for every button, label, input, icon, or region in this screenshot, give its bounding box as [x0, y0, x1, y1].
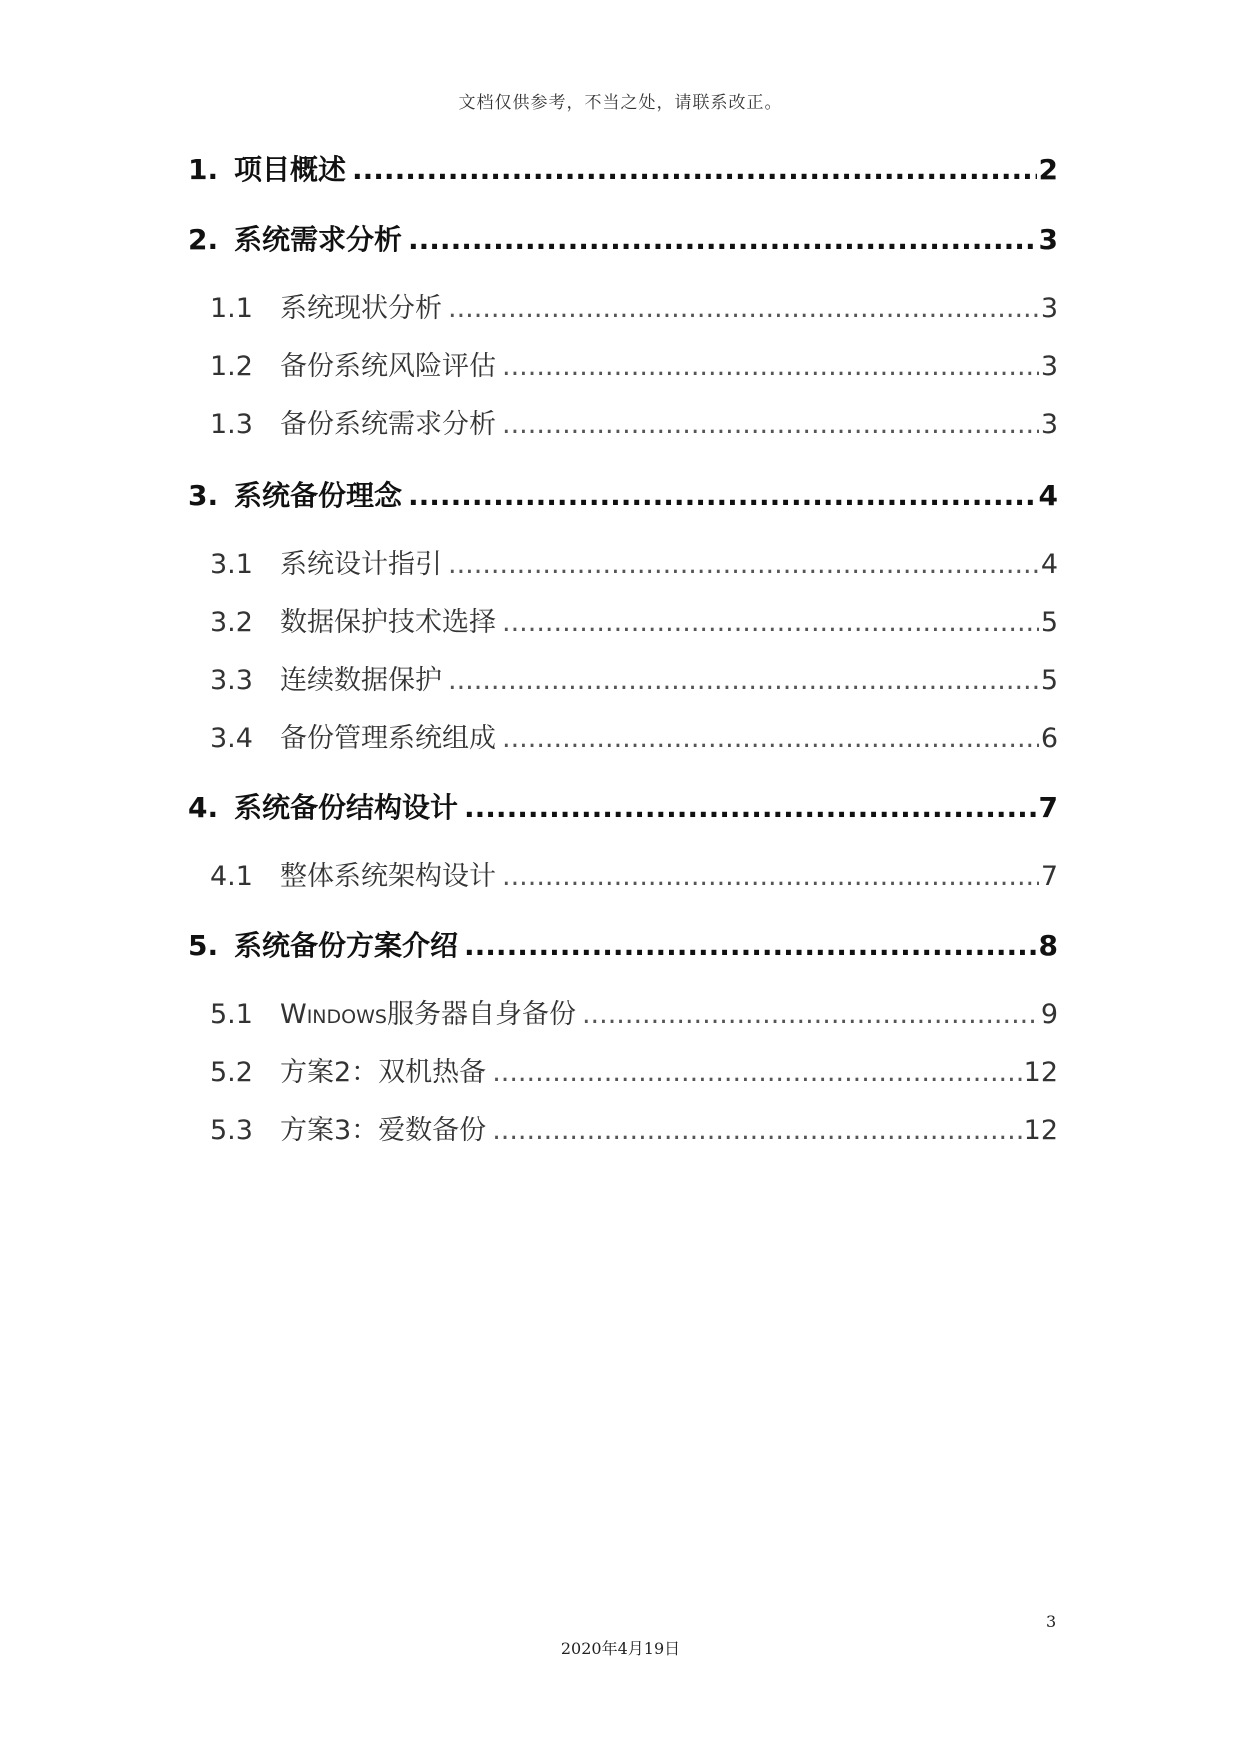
toc-entry-1-2[interactable] — [188, 344, 1058, 383]
toc-dot-leader — [464, 929, 1037, 962]
toc-dot-leader — [352, 153, 1037, 186]
toc-entry-5-3[interactable] — [188, 1108, 1058, 1147]
page-header: 文档仅供参考，不当之处，请联系改正。 — [458, 93, 783, 113]
toc-entry-number: 3. — [188, 479, 219, 512]
toc-entry-3-3[interactable] — [188, 658, 1058, 697]
toc-entry-page: 2 — [1038, 153, 1058, 186]
toc-dot-leader — [492, 1115, 1021, 1146]
toc-entry-title: 系统备份方案介绍 — [234, 929, 459, 962]
toc-entry-page: 7 — [1038, 791, 1058, 824]
toc-entry-number: 1.1 — [210, 293, 253, 324]
toc-entry-page: 8 — [1038, 929, 1058, 962]
toc-entry-number: 1. — [188, 153, 219, 186]
toc-entry-title: 数据保护技术选择 — [280, 607, 496, 638]
page-number: 3 — [1046, 1612, 1057, 1631]
toc-entry-title: 连续数据保护 — [280, 665, 442, 696]
toc-entry-5-1[interactable] — [188, 992, 1058, 1031]
toc-entry-title: 系统备份理念 — [234, 479, 403, 512]
toc-dot-leader — [408, 479, 1037, 512]
toc-entry-title: 系统设计指引 — [280, 549, 442, 580]
toc-entry-title: 系统备份结构设计 — [234, 791, 459, 824]
toc-dot-leader — [464, 791, 1037, 824]
toc-entry-page: 3 — [1040, 409, 1058, 440]
toc-entry-page: 9 — [1040, 999, 1058, 1030]
toc-entry-page: 3 — [1040, 293, 1058, 324]
toc-dot-leader — [408, 223, 1037, 256]
page-date: 2020年4月19日 — [560, 1639, 681, 1658]
toc-entry-number: 2. — [188, 223, 219, 256]
toc-entry-1-3[interactable] — [188, 402, 1058, 441]
toc-dot-leader — [502, 723, 1039, 754]
toc-entry-3-2[interactable] — [188, 600, 1058, 639]
toc-entry-page: 12 — [1023, 1115, 1058, 1146]
toc-entry-title — [280, 992, 580, 1031]
toc-entry-3[interactable] — [188, 474, 1058, 514]
toc-entry-title: 备份系统需求分析 — [280, 409, 496, 440]
toc-dot-leader — [448, 549, 1039, 580]
toc-dot-leader — [448, 665, 1039, 696]
toc-entry-number: 4. — [188, 791, 219, 824]
toc-dot-leader — [582, 999, 1039, 1030]
toc-entry-page: 5 — [1040, 607, 1058, 638]
toc-entry-page: 6 — [1040, 723, 1058, 754]
toc-dot-leader — [492, 1057, 1021, 1088]
toc-dot-leader — [502, 351, 1039, 382]
toc-entry-number: 4.1 — [210, 861, 253, 892]
toc-entry-number: 3.1 — [210, 549, 253, 580]
toc-entry-title: 方案2：双机热备 — [280, 1057, 487, 1088]
toc-entry-3-4[interactable] — [188, 716, 1058, 755]
toc-entry-1-1[interactable] — [188, 286, 1058, 325]
toc-entry-title-rest: 服务器自身备份 — [386, 999, 576, 1030]
toc-entry-page: 7 — [1040, 861, 1058, 892]
toc-entry-title: 项目概述 — [234, 153, 347, 186]
toc-entry-number: 3.3 — [210, 665, 253, 696]
toc-entry-4[interactable] — [188, 786, 1058, 826]
toc-entry-5-2[interactable] — [188, 1050, 1058, 1089]
toc-entry-page: 4 — [1040, 549, 1058, 580]
toc-entry-title: 系统现状分析 — [280, 293, 442, 324]
toc-entry-title-prefix: Windows — [280, 999, 387, 1030]
toc-dot-leader — [502, 607, 1039, 638]
toc-entry-number: 3.2 — [210, 607, 253, 638]
toc-entry-number: 1.2 — [210, 351, 253, 382]
toc-entry-page: 12 — [1023, 1057, 1058, 1088]
toc-entry-number: 1.3 — [210, 409, 253, 440]
toc-entry-4-1[interactable] — [188, 854, 1058, 893]
toc-entry-number: 3.4 — [210, 723, 253, 754]
toc-entry-1[interactable] — [188, 148, 1058, 188]
toc-entry-title: 方案3：爱数备份 — [280, 1115, 487, 1146]
toc-entry-page: 3 — [1040, 351, 1058, 382]
toc-entry-2[interactable] — [188, 218, 1058, 258]
toc-entry-title: 备份管理系统组成 — [280, 723, 496, 754]
toc-entry-number: 5.3 — [210, 1115, 253, 1146]
toc-entry-page: 3 — [1038, 223, 1058, 256]
toc-entry-title: 备份系统风险评估 — [280, 351, 496, 382]
toc-entry-5[interactable] — [188, 924, 1058, 964]
toc-entry-3-1[interactable] — [188, 542, 1058, 581]
toc-entry-number: 5. — [188, 929, 219, 962]
toc-dot-leader — [448, 293, 1039, 324]
toc-dot-leader — [502, 409, 1039, 440]
toc-entry-title: 整体系统架构设计 — [280, 861, 496, 892]
toc-dot-leader — [502, 861, 1039, 892]
toc-entry-number: 5.2 — [210, 1057, 253, 1088]
toc-entry-number: 5.1 — [210, 999, 253, 1030]
toc-entry-title: 系统需求分析 — [234, 223, 403, 256]
toc-entry-page: 5 — [1040, 665, 1058, 696]
toc-entry-page: 4 — [1038, 479, 1058, 512]
